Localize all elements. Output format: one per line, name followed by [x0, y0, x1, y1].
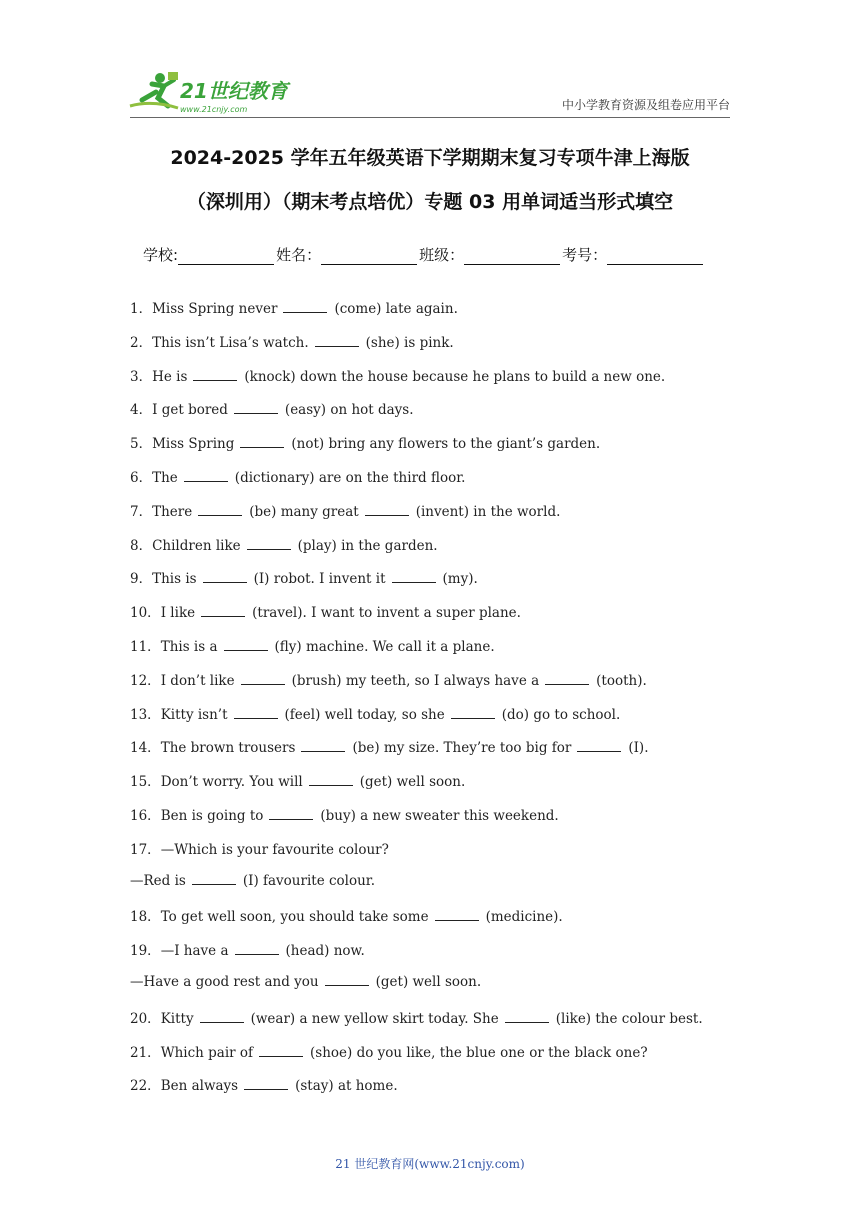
answer-blank[interactable]: [193, 368, 237, 381]
question-text: (I) robot. I invent it: [253, 571, 386, 588]
question-line: [130, 331, 454, 351]
question-text: Children like: [152, 537, 241, 554]
question-line: [130, 736, 649, 756]
question-text: (wear) a new yellow skirt today. She: [250, 1010, 499, 1027]
question-text: Kitty: [160, 1010, 194, 1027]
question-number: 16．: [130, 808, 161, 824]
answer-blank[interactable]: [269, 807, 313, 820]
answer-blank[interactable]: [200, 1010, 244, 1023]
page-title-line2: （深圳用）（期末考点培优）专题 03 用单词适当形式填空: [186, 191, 674, 213]
question-line: [130, 973, 481, 990]
question-line: [130, 601, 521, 621]
question-number: 7．: [130, 503, 153, 520]
question-line: [130, 703, 620, 723]
answer-blank[interactable]: [301, 739, 345, 752]
question-line: [130, 770, 465, 790]
question-line: [130, 365, 665, 385]
answer-blank[interactable]: [203, 570, 247, 583]
header-divider: [130, 117, 730, 118]
question-number: 14．: [130, 740, 161, 757]
question-text: (feel) well today, so she: [284, 706, 445, 723]
answer-blank[interactable]: [259, 1044, 303, 1057]
runner-icon: [130, 72, 178, 108]
question-text: (stay) at home.: [295, 1078, 398, 1095]
class-label: 班级：: [419, 246, 465, 264]
site-logo: [122, 70, 292, 116]
footer-link[interactable]: 21 世纪教育网(www.21cnjy.com): [335, 1157, 525, 1171]
school-field[interactable]: [178, 248, 274, 265]
question-line: [130, 432, 600, 452]
question-text: (be) many great: [249, 503, 359, 520]
name-label: 姓名：: [276, 246, 322, 264]
question-number: 4．: [130, 402, 153, 419]
question-text: (play) in the garden.: [297, 537, 438, 554]
question-text: The: [152, 470, 178, 486]
answer-blank[interactable]: [235, 942, 279, 955]
svg-text:21世纪教育: 21世纪教育: [180, 79, 288, 103]
question-line: [130, 872, 375, 889]
question-text: (be) my size. They’re too big for: [352, 740, 572, 757]
question-number: 6．: [130, 470, 153, 486]
answer-blank[interactable]: [392, 570, 436, 583]
question-number: 10．: [130, 605, 161, 622]
question-text: —I have a: [160, 943, 229, 960]
question-number: 19．: [130, 943, 161, 960]
answer-blank[interactable]: [365, 503, 409, 516]
question-text: I don’t like: [160, 672, 235, 689]
question-text: (I) favourite colour.: [242, 872, 376, 889]
answer-blank[interactable]: [224, 638, 268, 651]
question-number: 13．: [130, 706, 161, 723]
page-title-line1: 2024-2025 学年五年级英语下学期期末复习专项牛津上海版: [170, 147, 690, 169]
answer-blank[interactable]: [241, 672, 285, 685]
question-text: (I).: [628, 740, 649, 757]
question-line: [130, 1074, 398, 1094]
answer-blank[interactable]: [247, 537, 291, 550]
answer-blank[interactable]: [192, 872, 236, 885]
question-text: (not) bring any flowers to the giant’s garden.: [291, 436, 601, 453]
question-text: —Which is your favourite colour?: [160, 841, 389, 858]
question-number: 18．: [130, 909, 161, 926]
question-text: (head) now.: [285, 943, 365, 960]
number-label: 考号：: [562, 246, 608, 264]
question-number: 11．: [130, 639, 161, 655]
question-line: [130, 1041, 648, 1061]
question-line: [130, 905, 563, 925]
question-text: Ben is going to: [160, 808, 264, 824]
question-text: Ben always: [160, 1078, 239, 1095]
question-text: I get bored: [152, 402, 228, 419]
question-text: (get) well soon.: [375, 974, 482, 990]
question-text: —Have a good rest and you: [130, 974, 319, 990]
platform-name: 中小学教育资源及组卷应用平台: [561, 98, 730, 112]
question-text: (she) is pink.: [365, 334, 454, 351]
question-line: [130, 838, 389, 858]
number-field[interactable]: [607, 248, 703, 265]
answer-blank[interactable]: [283, 300, 327, 313]
question-text: This isn’t Lisa’s watch.: [152, 334, 309, 351]
question-number: 9．: [130, 571, 153, 588]
question-text: (tooth).: [596, 672, 647, 689]
question-text: —Red is: [130, 872, 186, 889]
question-text: (invent) in the world.: [415, 503, 561, 520]
name-field[interactable]: [321, 248, 417, 265]
question-line: [130, 804, 559, 824]
question-number: 15．: [130, 774, 161, 791]
question-text: (easy) on hot days.: [284, 402, 414, 419]
question-text: This is a: [160, 639, 218, 655]
question-text: (dictionary) are on the third floor.: [234, 470, 466, 486]
answer-blank[interactable]: [325, 973, 369, 986]
student-info-row: [143, 244, 705, 265]
question-number: 2．: [130, 334, 153, 351]
question-text: He is: [152, 368, 188, 385]
answer-blank[interactable]: [201, 604, 245, 617]
question-line: [130, 939, 365, 959]
question-text: Miss Spring: [152, 436, 235, 453]
question-text: There: [152, 503, 193, 520]
answer-blank[interactable]: [240, 435, 284, 448]
question-line: [130, 534, 438, 554]
question-text: Which pair of: [160, 1044, 253, 1061]
answer-blank[interactable]: [309, 773, 353, 786]
question-text: (knock) down the house because he plans to build a new one.: [244, 368, 666, 385]
question-number: 12．: [130, 672, 161, 689]
answer-blank[interactable]: [577, 739, 621, 752]
question-text: Don’t worry. You will: [160, 774, 303, 791]
svg-text:www.21cnjy.com: www.21cnjy.com: [180, 105, 248, 114]
question-text: (come) late again.: [334, 301, 458, 317]
answer-blank[interactable]: [234, 401, 278, 414]
question-number: 3．: [130, 368, 153, 385]
answer-blank[interactable]: [198, 503, 242, 516]
answer-blank[interactable]: [234, 706, 278, 719]
question-text: Kitty isn’t: [160, 706, 228, 723]
question-text: (my).: [442, 571, 478, 588]
answer-blank[interactable]: [315, 334, 359, 347]
question-text: (travel). I want to invent a super plane.: [252, 605, 521, 622]
answer-blank[interactable]: [244, 1077, 288, 1090]
answer-blank[interactable]: [184, 469, 228, 482]
question-text: (buy) a new sweater this weekend.: [320, 808, 559, 824]
question-line: [130, 635, 495, 655]
question-line: [130, 398, 414, 418]
question-text: (fly) machine. We call it a plane.: [274, 639, 495, 655]
answer-blank[interactable]: [435, 908, 479, 921]
question-text: (get) well soon.: [359, 774, 466, 791]
question-line: [130, 669, 647, 689]
question-text: The brown trousers: [160, 740, 296, 757]
question-text: (brush) my teeth, so I always have a: [291, 672, 540, 689]
question-number: 20．: [130, 1010, 161, 1027]
question-line: [130, 466, 465, 486]
question-number: 8．: [130, 537, 153, 554]
question-text: To get well soon, you should take some: [160, 909, 429, 926]
question-text: This is: [152, 571, 197, 588]
question-text: (like) the colour best.: [555, 1010, 703, 1027]
question-line: [130, 567, 478, 587]
school-label: 学校:: [143, 246, 179, 264]
question-line: [130, 500, 560, 520]
answer-blank[interactable]: [545, 672, 589, 685]
question-line: [130, 1007, 703, 1027]
answer-blank[interactable]: [451, 706, 495, 719]
question-text: (do) go to school.: [501, 706, 621, 723]
answer-blank[interactable]: [505, 1010, 549, 1023]
question-text: I like: [160, 605, 196, 622]
question-number: 17．: [130, 841, 161, 858]
question-text: (shoe) do you like, the blue one or the black one?: [310, 1044, 648, 1061]
question-number: 21．: [130, 1044, 161, 1061]
question-number: 22．: [130, 1078, 161, 1095]
question-text: (medicine).: [485, 909, 563, 926]
question-line: [130, 297, 458, 317]
class-field[interactable]: [464, 248, 560, 265]
question-number: 1．: [130, 301, 153, 317]
question-number: 5．: [130, 436, 153, 453]
question-text: Miss Spring never: [152, 301, 278, 317]
